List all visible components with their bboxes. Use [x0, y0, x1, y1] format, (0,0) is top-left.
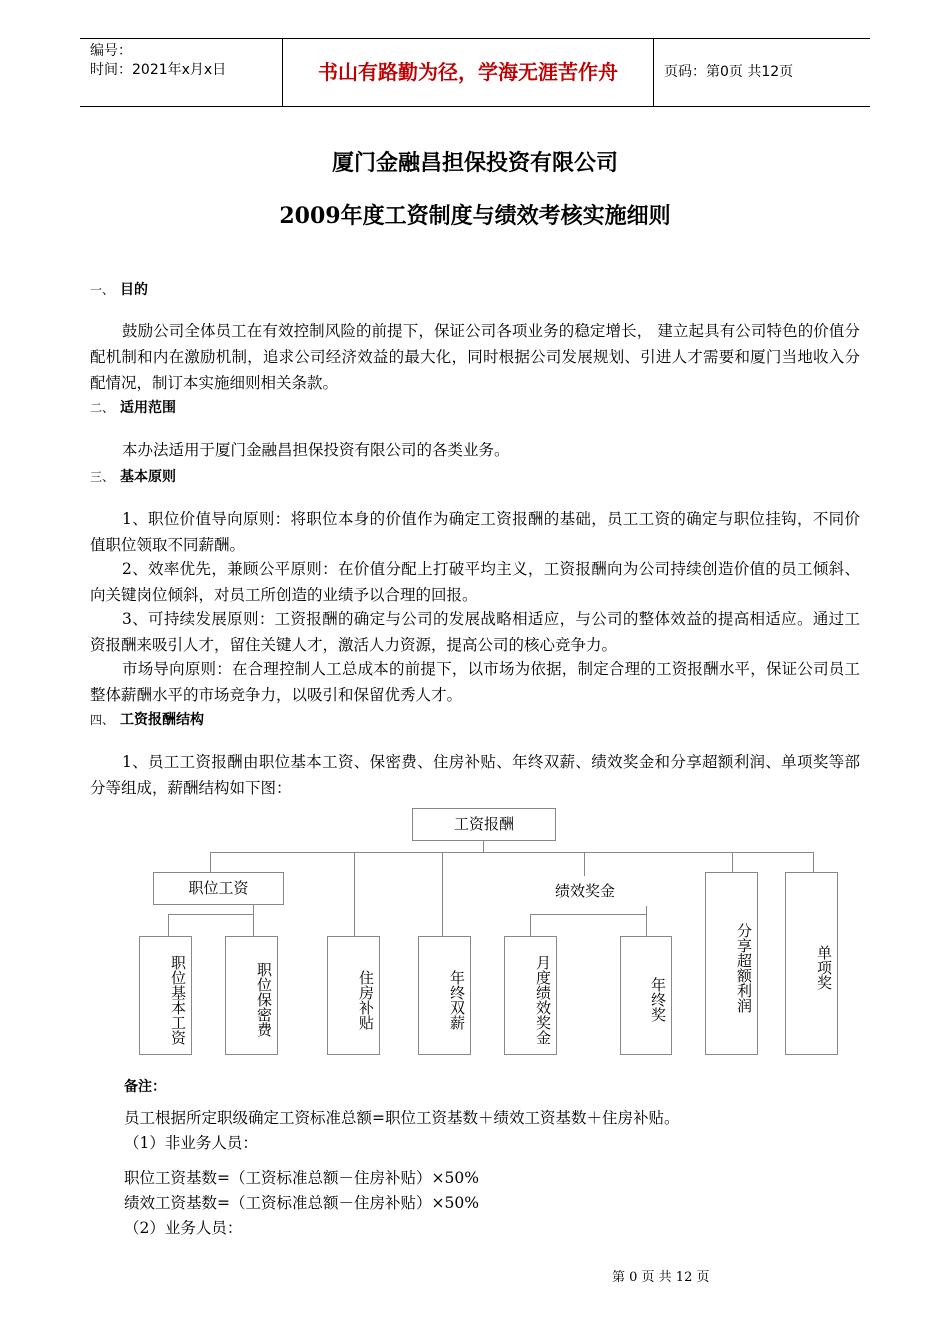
- notes-performance-base: 绩效工资基数=（工资标准总额－住房补贴）×50%: [124, 1194, 479, 1212]
- connector: [168, 914, 254, 915]
- chart-leaf-yearend-bonus: 年终奖: [620, 936, 672, 1055]
- header-motto: 书山有路勤为径，学海无涯苦作舟: [282, 39, 654, 106]
- paragraph-principle-4: 市场导向原则：在合理控制人工总成本的前提下，以市场为依据，制定合理的工资报酬水平，保证公司员工整体薪酬水平的市场竞争力，以吸引和保留优秀人才。: [90, 660, 860, 704]
- chart-node-performance-bonus: 绩效奖金: [554, 882, 615, 900]
- paragraph-principle-2: 2、效率优先，兼顾公平原则：在价值分配上打破平均主义，工资报酬向为公司持续创造价值的员工倾斜、向关键岗位倾斜，对员工所创造的业绩予以合理的回报。: [90, 560, 860, 604]
- connector: [813, 852, 814, 873]
- section-title: 工资报酬结构: [120, 712, 204, 728]
- section-heading-scope: [90, 397, 176, 417]
- company-title: 厦门金融昌担保投资有限公司: [331, 150, 618, 176]
- document-title: 2009年度工资制度与绩效考核实施细则: [279, 203, 671, 229]
- paragraph-principle-1: 1、职位价值导向原则：将职位本身的价值作为确定工资报酬的基础，员工工资的确定与职位挂钩，不同价值职位领取不同薪酬。: [90, 510, 860, 554]
- chart-leaf-single-award: 单项奖: [785, 872, 838, 1055]
- notes-business: （2）业务人员：: [124, 1219, 243, 1237]
- doc-number-label: 编号：: [90, 43, 132, 59]
- connector: [646, 906, 647, 937]
- chart-leaf-yearend-double-pay: 年终双薪: [418, 936, 471, 1055]
- notes-label: 备注：: [124, 1079, 166, 1095]
- chart-leaf-profit-sharing: 分享超额利润: [705, 872, 758, 1055]
- header-meta: [80, 39, 282, 106]
- section-heading-structure: [90, 709, 204, 729]
- page-header: [80, 38, 870, 107]
- connector: [584, 852, 585, 876]
- section-number: 四、: [90, 713, 115, 727]
- chart-leaf-basic-salary: 职位基本工资: [139, 936, 192, 1055]
- notes-non-business: （1）非业务人员：: [124, 1134, 258, 1152]
- paragraph-purpose: 鼓励公司全体员工在有效控制风险的前提下，保证公司各项业务的稳定增长， 建立起具有公司特色的价值分配机制和内在激励机制，追求公司经济效益的最大化，同时根据公司发展规划、引进人才需要和厦门当地收入分配情况，制订本实施细则相关条款。: [90, 322, 860, 392]
- chart-node-root: 工资报酬: [412, 808, 556, 841]
- connector: [168, 914, 169, 937]
- connector: [354, 852, 355, 937]
- connector: [210, 852, 814, 853]
- connector: [483, 840, 484, 852]
- section-heading-principles: [90, 466, 176, 486]
- section-title: 目的: [120, 282, 148, 298]
- section-title: 适用范围: [120, 400, 176, 416]
- paragraph-scope: 本办法适用于厦门金融昌担保投资有限公司的各类业务。: [122, 441, 510, 459]
- section-number: 二、: [90, 401, 115, 415]
- connector: [210, 852, 211, 873]
- notes-position-base: 职位工资基数=（工资标准总额－住房补贴）×50%: [124, 1169, 479, 1187]
- chart-node-position-salary: 职位工资: [153, 872, 284, 905]
- paragraph-structure: 1、员工工资报酬由职位基本工资、保密费、住房补贴、年终双薪、绩效奖金和分享超额利润、单项奖等部分等组成，薪酬结构如下图：: [90, 753, 860, 797]
- page-footer: 第 0 页 共 12 页: [612, 1270, 710, 1285]
- header-page-code: 页码：第0页 共12页: [664, 64, 794, 80]
- connector: [530, 914, 531, 937]
- chart-leaf-housing-subsidy: 住房补贴: [327, 936, 380, 1055]
- notes-formula: 员工根据所定职级确定工资标准总额=职位工资基数＋绩效工资基数＋住房补贴。: [124, 1109, 680, 1127]
- chart-leaf-monthly-bonus: 月度绩效奖金: [504, 936, 557, 1055]
- doc-date: 时间：2021年x月x日: [90, 62, 227, 78]
- connector: [732, 852, 733, 873]
- connector: [442, 852, 443, 937]
- paragraph-principle-3: 3、可持续发展原则：工资报酬的确定与公司的发展战略相适应，与公司的整体效益的提高相适应。通过工资报酬来吸引人才，留住关键人才，激活人力资源，提高公司的核心竞争力。: [90, 610, 860, 654]
- section-title: 基本原则: [120, 469, 176, 485]
- section-number: 三、: [90, 470, 115, 484]
- connector: [530, 914, 647, 915]
- connector: [253, 904, 254, 937]
- section-number: 一、: [90, 283, 115, 297]
- section-heading-purpose: [90, 279, 148, 299]
- chart-leaf-secrecy-fee: 职位保密费: [225, 936, 278, 1055]
